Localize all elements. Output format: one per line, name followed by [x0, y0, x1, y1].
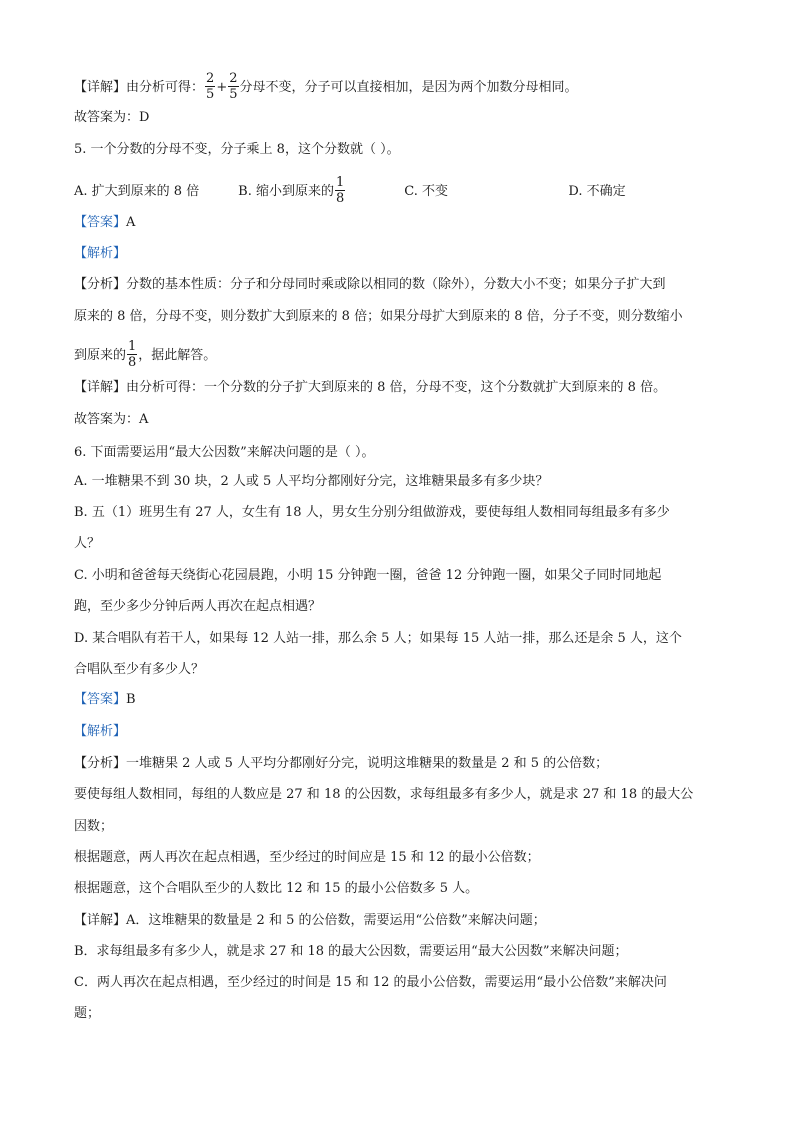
detail-tag: 【详解】: [74, 913, 127, 928]
question-6-option-d-line-1: D. 某合唱队有若干人，如果每 12 人站一排，那么余 5 人；如果每 15 人站一排，那么还是余 5 人，这个: [74, 631, 682, 646]
question-6-option-b-line-1: B. 五（1）班男生有 27 人，女生有 18 人，男女生分别分组做游戏，要使每组人数相同每组最多有多少: [74, 505, 670, 520]
analysis-text: ，据此解答。: [138, 348, 217, 363]
question-6-option-a: A. 一堆糖果不到 30 块，2 人或 5 人平均分都刚好分完，这堆糖果最多有多少块？: [74, 474, 549, 489]
conclusion-q5: 故答案为：A: [74, 412, 149, 427]
detail-prefix: 由分析可得：: [126, 80, 205, 95]
analysis-tag: 【分析】: [74, 277, 127, 292]
fraction-numerator: 1: [128, 339, 137, 354]
answer-tag: 【答案】: [74, 215, 127, 230]
answer-tag: 【答案】: [74, 692, 127, 707]
analysis-tag: 【分析】: [74, 756, 127, 771]
analysis-line-5-q6: 根据题意，这个合唱队至少的人数比 12 和 15 的最小公倍数多 5 人。: [74, 881, 479, 896]
fraction-denominator: 8: [335, 191, 345, 206]
analysis-text: 一堆糖果 2 人或 5 人平均分都刚好分完，说明这堆糖果的数量是 2 和 5 的公倍数；: [126, 756, 609, 771]
question-6-option-c-line-2: 跑，至少多少分钟后两人再次在起点相遇？: [74, 599, 322, 614]
fraction-1-8: [127, 339, 137, 370]
detail-line-c2-q6: 题；: [74, 1006, 101, 1021]
fraction-denominator: 5: [229, 87, 238, 102]
fraction-numerator: 1: [335, 175, 345, 190]
answer-q6: [74, 690, 136, 710]
fraction-2-5-a: [205, 71, 215, 102]
detail-line-c1-q6: C．两人再次在起点相遇，至少经过的时间是 15 和 12 的最小公倍数，需要运用“最小公倍数”来解决问: [74, 975, 667, 990]
analysis-text: 到原来的: [74, 348, 127, 363]
option-b-text: B. 缩小到原来的: [238, 184, 334, 199]
plus-sign: +: [216, 80, 228, 95]
analysis-line-3-q5: [74, 340, 216, 371]
analysis-line-1-q5: [74, 275, 666, 295]
fraction-numerator: 2: [229, 71, 238, 86]
analysis-line-2-q5: 原来的 8 倍，分母不变，则分数扩大到原来的 8 倍；如果分母扩大到原来的 8 倍，分子不变，则分数缩小: [74, 309, 683, 324]
fraction-1-8: [335, 175, 345, 206]
analysis-line-1-q6: [74, 754, 608, 774]
analysis-heading-q6: 【解析】: [74, 724, 127, 739]
detail-line-q5: [74, 378, 666, 398]
answer-value: A: [126, 215, 136, 230]
question-6-option-b-line-2: 人？: [74, 536, 101, 551]
option-a: A. 扩大到原来的 8 倍: [74, 184, 200, 199]
analysis-line-4-q6: 根据题意，两人再次在起点相遇，至少经过的时间应是 15 和 12 的最小公倍数；: [74, 850, 540, 865]
conclusion-q4: 故答案为：D: [74, 110, 150, 125]
answer-value: B: [126, 692, 136, 707]
question-6-option-d-line-2: 合唱队至少有多少人？: [74, 662, 205, 677]
question-6-stem: 6. 下面需要运用“最大公因数”来解决问题的是（ ）。: [74, 445, 375, 460]
option-c: C. 不变: [404, 184, 449, 199]
option-b: [238, 176, 400, 207]
detail-line-a-q6: [74, 911, 546, 931]
detail-tag: 【详解】: [74, 380, 127, 395]
detail-line-q4: [74, 72, 578, 103]
question-5-options: [74, 176, 626, 207]
fraction-2-5-b: [228, 71, 238, 102]
fraction-numerator: 2: [206, 71, 215, 86]
analysis-line-2-q6: 要使每组人数相同，每组的人数应是 27 和 18 的公因数，求每组最多有多少人，就是求 27 和 18 的最大公: [74, 787, 694, 802]
detail-tag: 【详解】: [74, 80, 127, 95]
detail-text: 分母不变，分子可以直接相加，是因为两个加数分母相同。: [239, 80, 578, 95]
option-d: D. 不确定: [568, 184, 626, 199]
question-5-stem: 5. 一个分数的分母不变，分子乘上 8，这个分数就（ ）。: [74, 142, 400, 157]
fraction-denominator: 5: [206, 87, 215, 102]
analysis-text: 分数的基本性质：分子和分母同时乘或除以相同的数（除外），分数大小不变；如果分子扩大到: [126, 277, 666, 292]
analysis-heading-q5: 【解析】: [74, 246, 127, 261]
fraction-denominator: 8: [128, 355, 137, 370]
question-6-option-c-line-1: C. 小明和爸爸每天绕街心花园晨跑，小明 15 分钟跑一圈，爸爸 12 分钟跑一圈，如果父子同时同地起: [74, 568, 662, 583]
detail-text: A．这堆糖果的数量是 2 和 5 的公倍数，需要运用“公倍数”来解决问题；: [126, 913, 546, 928]
detail-text: 由分析可得：一个分数的分子扩大到原来的 8 倍，分母不变，这个分数就扩大到原来的 8 倍。: [126, 380, 667, 395]
answer-q5: [74, 213, 135, 233]
detail-line-b-q6: B．求每组最多有多少人，就是求 27 和 18 的最大公因数，需要运用“最大公因数”来解决问题；: [74, 944, 628, 959]
analysis-line-3-q6: 因数；: [74, 819, 114, 834]
